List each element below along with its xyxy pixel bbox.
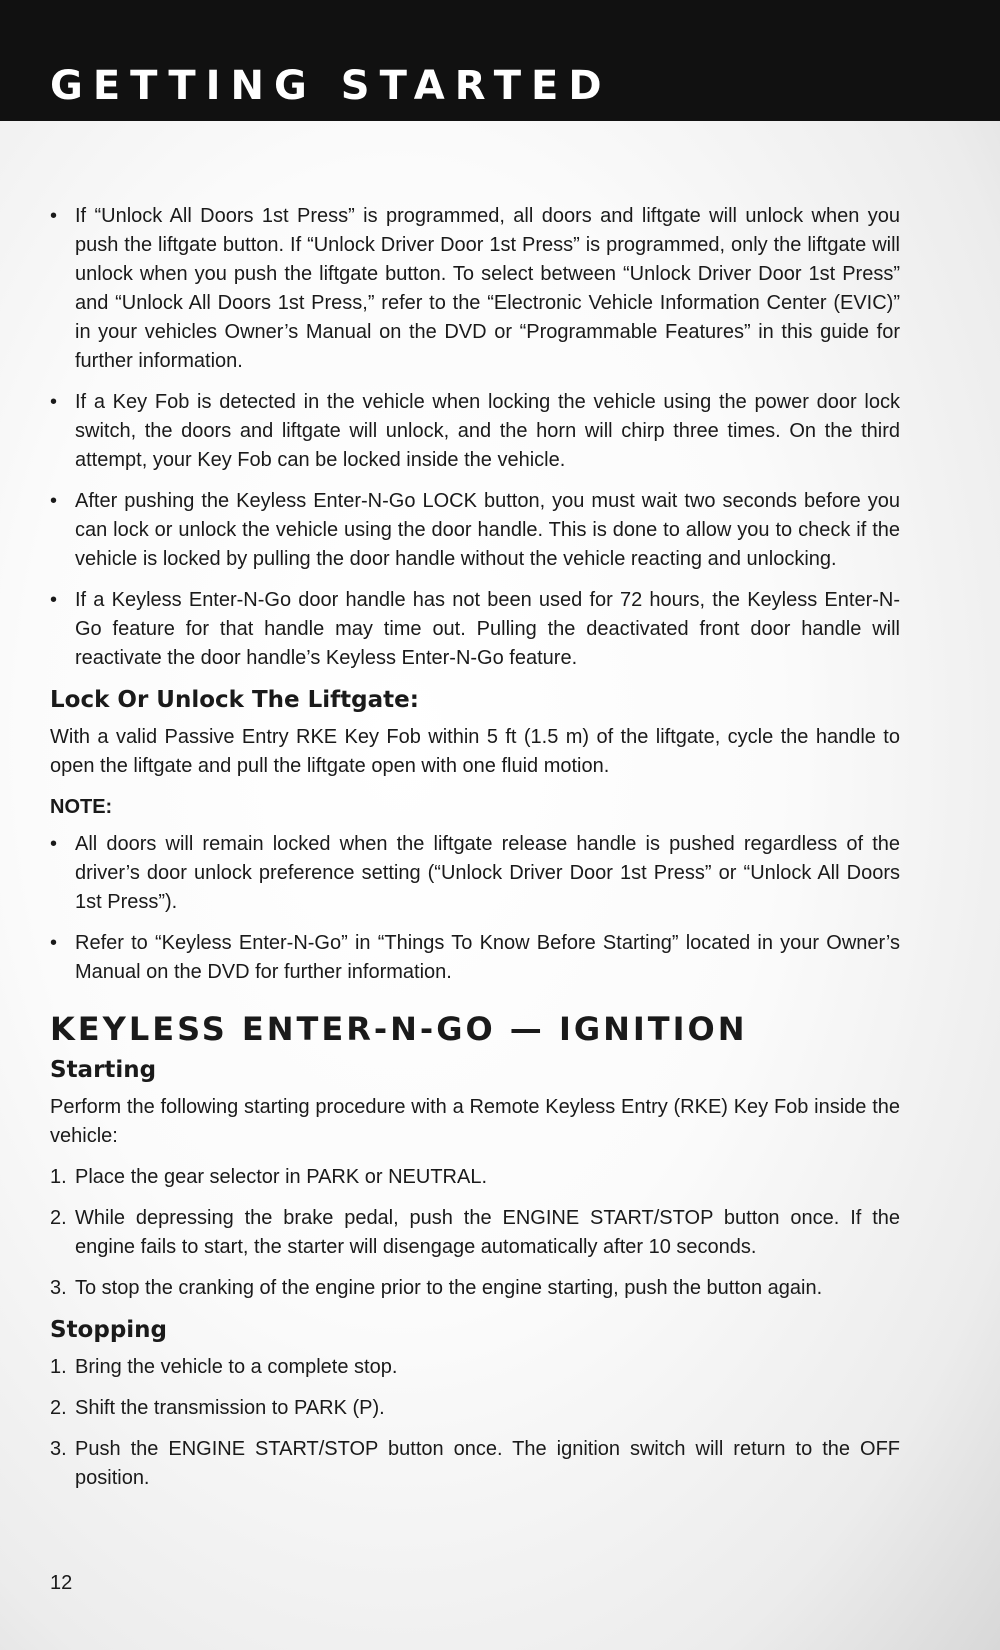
starting-intro: Perform the following starting procedure with a Remote Keyless Entry (RKE) Key Fob inside the vehicle: <box>50 1096 900 1147</box>
list-item <box>50 1435 900 1493</box>
starting-steps <box>50 1163 900 1303</box>
list-item <box>50 1353 900 1382</box>
step-number: 3. <box>50 1277 67 1299</box>
bullet-marker: • <box>50 490 58 512</box>
list-item <box>50 586 900 673</box>
list-item-text: If “Unlock All Doors 1st Press” is programmed, all doors and liftgate will unlock when you push the liftgate button. If “Unlock Driver Door 1st Press” is programmed, only the liftgate will unlock when you push the liftgate button. To select between “Unlock Driver Door 1st Press” and “Unlock All Doors 1st Press,” refer to the “Electronic Vehicle Information Center (EVIC)” in your vehicles Owner’s Manual on the DVD or “Programmable Features” in this guide for further information. <box>75 205 900 372</box>
note-label: NOTE: <box>50 796 113 818</box>
list-item <box>50 202 900 376</box>
note-list <box>50 830 900 987</box>
page-content <box>50 202 900 1505</box>
step-number: 1. <box>50 1166 67 1188</box>
bullet-marker: • <box>50 932 58 954</box>
list-item <box>50 1394 900 1423</box>
bullet-list-top <box>50 202 900 673</box>
page-number: 12 <box>50 1572 73 1594</box>
step-number: 2. <box>50 1397 67 1419</box>
liftgate-paragraph: With a valid Passive Entry RKE Key Fob within 5 ft (1.5 m) of the liftgate, cycle the handle to open the liftgate and pull the liftgate open with one fluid motion. <box>50 726 900 777</box>
list-item-text: After pushing the Keyless Enter-N-Go LOCK button, you must wait two seconds before you can lock or unlock the vehicle using the door handle. This is done to allow you to check if the vehicle is locked by pulling the door handle without the vehicle reacting and unlocking. <box>75 490 900 570</box>
list-item <box>50 929 900 987</box>
list-item-text: All doors will remain locked when the liftgate release handle is pushed regardless of the driver’s door unlock preference setting (“Unlock Driver Door 1st Press” or “Unlock All Doors 1st Press”). <box>75 833 900 913</box>
step-text: Push the ENGINE START/STOP button once. The ignition switch will return to the OFF position. <box>75 1438 900 1489</box>
bullet-marker: • <box>50 833 58 855</box>
list-item-text: If a Key Fob is detected in the vehicle when locking the vehicle using the power door lock switch, the doors and liftgate will unlock, and the horn will chirp three times. On the third attempt, your Key Fob can be locked inside the vehicle. <box>75 391 900 471</box>
bullet-marker: • <box>50 589 58 611</box>
step-text: Place the gear selector in PARK or NEUTRAL. <box>75 1166 488 1188</box>
bullet-marker: • <box>50 391 58 413</box>
header-bar <box>0 0 1000 121</box>
step-number: 1. <box>50 1356 67 1378</box>
list-item <box>50 1163 900 1192</box>
step-text: While depressing the brake pedal, push the ENGINE START/STOP button once. If the engine fails to start, the starter will disengage automatically after 10 seconds. <box>75 1207 900 1258</box>
list-item <box>50 1274 900 1303</box>
list-item <box>50 388 900 475</box>
list-item <box>50 830 900 917</box>
section-title-ignition: KEYLESS ENTER-N-GO — IGNITION <box>50 1010 748 1048</box>
page-title: GETTING STARTED <box>50 63 612 109</box>
list-item <box>50 487 900 574</box>
starting-heading: Starting <box>50 1057 157 1083</box>
stopping-heading: Stopping <box>50 1317 168 1343</box>
step-number: 3. <box>50 1438 67 1460</box>
list-item <box>50 1204 900 1262</box>
stopping-steps <box>50 1353 900 1493</box>
list-item-text: If a Keyless Enter-N-Go door handle has not been used for 72 hours, the Keyless Enter-N-Go feature for that handle may time out. Pulling the deactivated front door handle will reactivate the door handle’s Keyless Enter-N-Go feature. <box>75 589 900 669</box>
list-item-text: Refer to “Keyless Enter-N-Go” in “Things To Know Before Starting” located in your Owner’s Manual on the DVD for further information. <box>75 932 900 983</box>
step-text: To stop the cranking of the engine prior to the engine starting, push the button again. <box>75 1277 823 1299</box>
liftgate-heading: Lock Or Unlock The Liftgate: <box>50 687 419 713</box>
bullet-marker: • <box>50 205 58 227</box>
step-text: Shift the transmission to PARK (P). <box>75 1397 385 1419</box>
step-text: Bring the vehicle to a complete stop. <box>75 1356 398 1378</box>
step-number: 2. <box>50 1207 67 1229</box>
